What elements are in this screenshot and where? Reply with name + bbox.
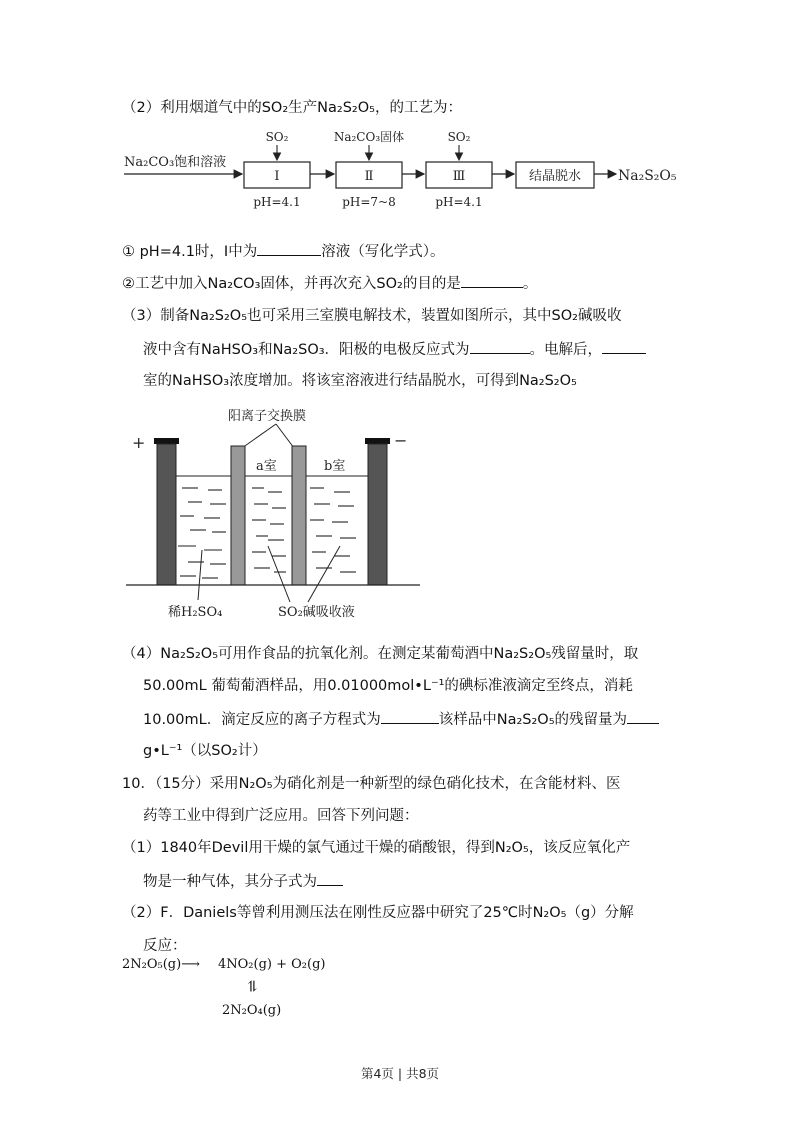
flow-ph-label-3: pH=4.1 <box>435 195 483 209</box>
q1-text-b: 溶液（写化学式）。 <box>321 244 445 260</box>
flow-top-label-1: SO₂ <box>265 130 289 144</box>
process-flow-diagram <box>120 128 700 218</box>
q2-text-b: 。 <box>522 276 538 292</box>
eq-left: 2N₂O₅(g)⟶ <box>122 957 200 972</box>
part4-line-2: 50.00mL 葡萄葡酒样品，用0.01000mol•L⁻¹的碘标准液滴定至终点，消耗 <box>143 678 633 694</box>
flow-ph-label-2: pH=7~8 <box>342 195 396 209</box>
part4-line-4: g•L⁻¹（以SO₂计） <box>143 743 267 759</box>
q10-part1-line-2 <box>143 871 343 892</box>
flow-ph-label-1: pH=4.1 <box>253 195 301 209</box>
answer-blank[interactable] <box>317 871 343 886</box>
dilute-acid-label: 稀H₂SO₄ <box>168 605 223 620</box>
q2-line <box>122 273 537 294</box>
answer-blank[interactable] <box>381 709 439 724</box>
electrolysis-cell-diagram <box>118 400 438 625</box>
eq-bottom: 2N₂O₄(g) <box>222 1003 282 1018</box>
part3-line-3: 室的NaHSO₃浓度增加。将该室溶液进行结晶脱水，可得到Na₂S₂O₅ <box>143 373 577 389</box>
flow-box-2-label: Ⅱ <box>364 169 374 184</box>
flow-box-4-label: 结晶脱水 <box>528 169 582 184</box>
answer-blank[interactable] <box>461 273 523 288</box>
equilibrium-arrow: ⇌ <box>243 979 262 993</box>
page-footer: 第4页 | 共8页 <box>360 1066 440 1081</box>
membrane-right <box>292 446 306 585</box>
eq-right: 4NO₂(g) + O₂(g) <box>218 957 326 972</box>
answer-blank[interactable] <box>627 709 659 724</box>
flow-input-label: Na₂CO₃饱和溶液 <box>124 155 227 170</box>
minus-sign: − <box>394 431 408 450</box>
q10-part1-line-1: （1）1840年Devil用干燥的氯气通过干燥的硝酸银，得到N₂O₅，该反应氧化产 <box>122 840 631 856</box>
room-b-label: b室 <box>324 459 346 474</box>
part4-line-1: （4）Na₂S₂O₅可用作食品的抗氧化剂。在测定某葡萄酒中Na₂S₂O₅残留量时，取 <box>122 646 639 662</box>
anode-electrode <box>157 444 176 585</box>
answer-blank[interactable] <box>470 339 530 354</box>
membrane-label: 阳离子交换膜 <box>228 409 307 424</box>
answer-blank[interactable] <box>257 241 321 256</box>
part4-text-b: 该样品中Na₂S₂O₅的残留量为 <box>438 712 628 728</box>
q1-line <box>122 241 444 262</box>
anode-cap <box>154 438 179 444</box>
part3-text-a: 液中含有NaHSO₃和Na₂SO₃．阳极的电极反应式为 <box>143 342 470 358</box>
part3-line-2 <box>143 339 646 360</box>
part2-title: （2）利用烟道气中的SO₂生产Na₂S₂O₅，的工艺为： <box>122 100 462 116</box>
cathode-electrode <box>368 444 387 585</box>
q2-text-a: ②工艺中加入Na₂CO₃固体，并再次充入SO₂的目的是 <box>122 276 461 292</box>
absorb-solution-label: SO₂碱吸收液 <box>278 605 355 620</box>
q10-part2-line-1: （2）F．Daniels等曾利用测压法在刚性反应器中研究了25℃时N₂O₅（g）分解 <box>122 905 634 921</box>
flow-output-label: Na₂S₂O₅ <box>618 168 677 184</box>
plus-sign: + <box>132 433 146 452</box>
q10-header-line-1: 10．（15分）采用N₂O₅为硝化剂是一种新型的绿色硝化技术，在含能材料、医 <box>122 776 621 792</box>
q10-header-line-2: 药等工业中得到广泛应用。回答下列问题： <box>143 808 419 824</box>
flow-box-3-label: Ⅲ <box>452 169 466 184</box>
reaction-equation <box>122 955 382 1025</box>
flow-box-1-label: Ⅰ <box>274 169 280 184</box>
answer-blank[interactable] <box>602 339 646 354</box>
part4-text-a: 10.00mL．滴定反应的离子方程式为 <box>143 712 381 728</box>
q1-text-a: ① pH=4.1时，Ⅰ中为 <box>122 244 258 260</box>
q10-part2-line-2: 反应： <box>143 938 187 954</box>
part3-text-b: 。电解后， <box>529 342 603 358</box>
part4-line-3 <box>143 709 659 730</box>
cathode-cap <box>365 438 390 444</box>
membrane-left <box>231 446 245 585</box>
q10-part1-text: 物是一种气体，其分子式为 <box>143 874 317 890</box>
flow-top-label-3: SO₂ <box>447 130 471 144</box>
flow-top-label-2: Na₂CO₃固体 <box>333 130 405 144</box>
room-a-label: a室 <box>256 459 277 474</box>
part3-line-1: （3）制备Na₂S₂O₅也可采用三室膜电解技术，装置如图所示，其中SO₂碱吸收 <box>122 308 622 324</box>
